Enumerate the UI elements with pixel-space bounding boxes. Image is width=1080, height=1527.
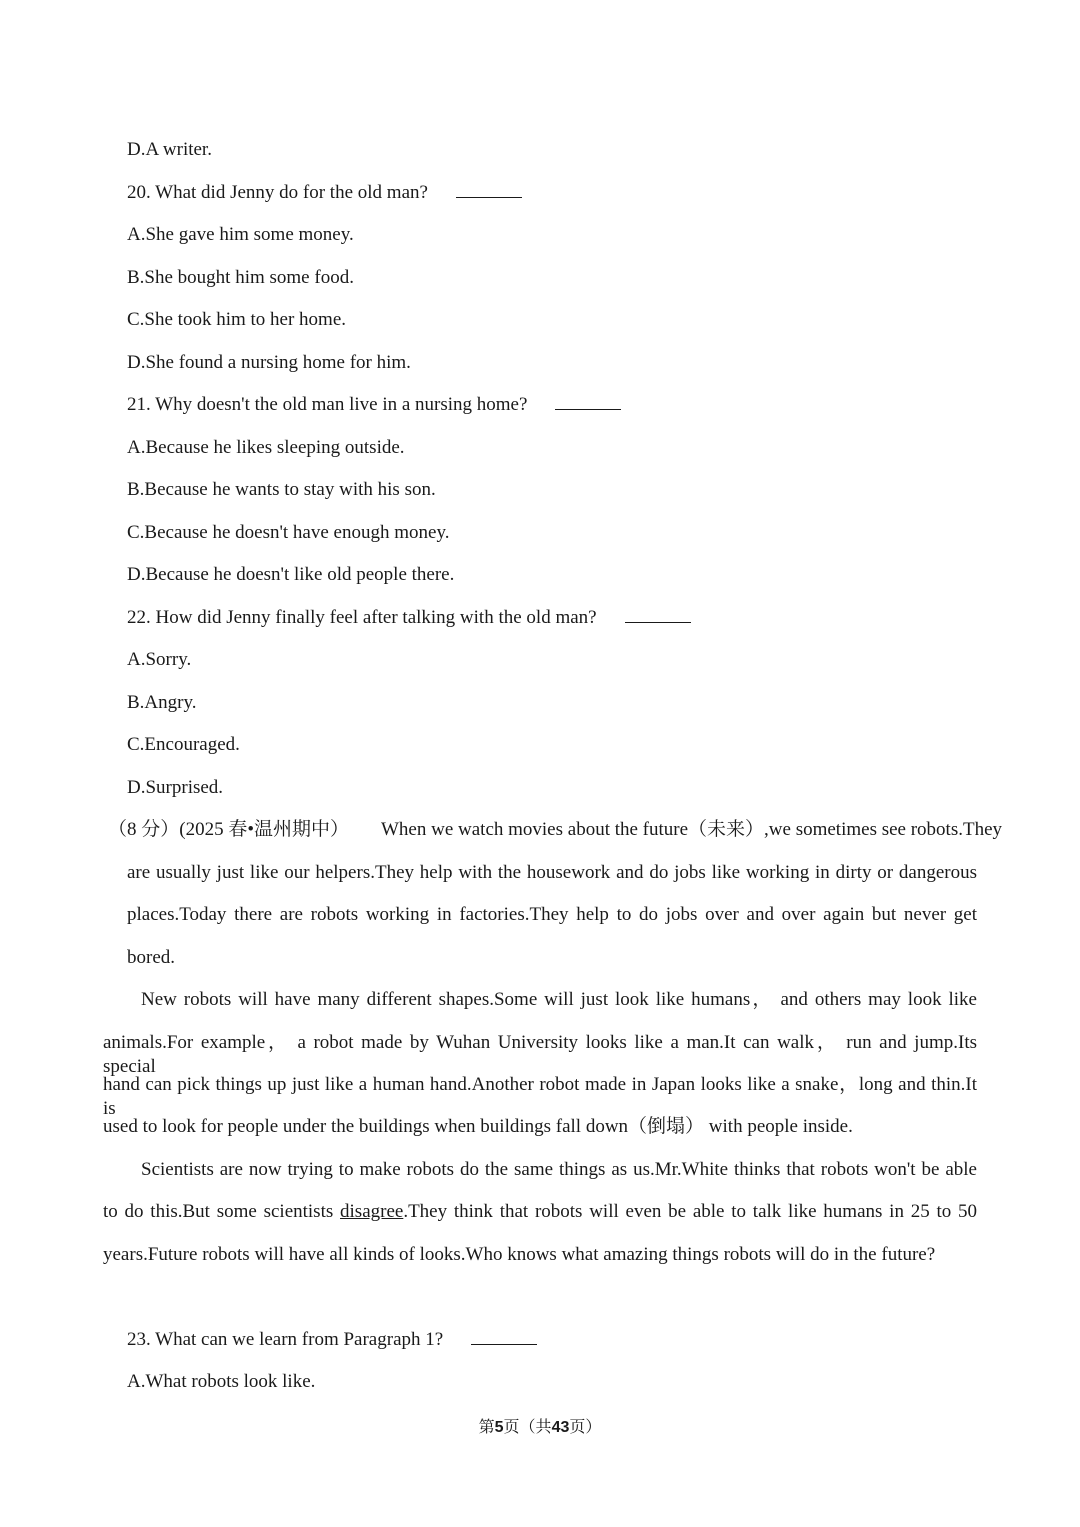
- passage-p1-line3: places.Today there are robots working in factories.They help to do jobs over and over again but never get: [127, 904, 977, 925]
- passage-p3-line1: Scientists are now trying to make robots do the same things as us.Mr.White thinks that robots won't be able: [141, 1159, 977, 1180]
- passage-p1-line2: are usually just like our helpers.They help with the housework and do jobs like working in dirty or dangerous: [127, 862, 977, 883]
- passage-first-line: [108, 818, 1002, 842]
- passage-p2-line1: New robots will have many different shapes.Some will just look like humans， and others may look like: [141, 989, 977, 1010]
- passage-p2-line3: hand can pick things up just like a human hand.Another robot made in Japan looks like a snake，long and thin.It is: [103, 1074, 977, 1119]
- footer-middle: 页（共: [503, 1417, 552, 1436]
- question-20: [127, 181, 522, 205]
- passage-p1-first: When we watch movies about the future（未来）,we sometimes see robots.They: [380, 819, 1003, 840]
- passage-p1-line4: bored.: [127, 947, 176, 968]
- page-footer: [0, 1415, 1080, 1440]
- question-20-text: 20. What did Jenny do for the old man?: [127, 182, 428, 203]
- option-c-q20: C.She took him to her home.: [127, 309, 347, 330]
- answer-blank-20[interactable]: [456, 181, 522, 198]
- footer-prefix: 第: [478, 1417, 495, 1436]
- footer-total-pages: 43: [551, 1419, 570, 1436]
- option-a-q21: A.Because he likes sleeping outside.: [127, 437, 405, 458]
- option-c-q21: C.Because he doesn't have enough money.: [127, 522, 450, 543]
- answer-blank-23[interactable]: [471, 1328, 537, 1345]
- passage-p3-line2-after: .They think that robots will even be able to talk like humans in 25 to 50: [403, 1201, 978, 1222]
- option-a-q22: A.Sorry.: [127, 649, 192, 670]
- option-c-q22: C.Encouraged.: [127, 734, 240, 755]
- option-b-q22: B.Angry.: [127, 692, 197, 713]
- option-a-q20: A.She gave him some money.: [127, 224, 354, 245]
- option-b-q20: B.She bought him some food.: [127, 267, 354, 288]
- question-23-text: 23. What can we learn from Paragraph 1?: [127, 1329, 444, 1350]
- passage-p3-line2-before: to do this.But some scientists: [103, 1201, 334, 1222]
- question-22: [127, 606, 691, 630]
- passage-source: （8 分）(2025 春•温州期中）: [108, 819, 349, 840]
- question-22-text: 22. How did Jenny finally feel after talking with the old man?: [127, 607, 597, 628]
- option-b-q21: B.Because he wants to stay with his son.: [127, 479, 436, 500]
- passage-p3-line2: [103, 1200, 977, 1224]
- answer-blank-22[interactable]: [625, 606, 691, 623]
- footer-suffix: 页）: [569, 1417, 602, 1436]
- passage-p3-line3: years.Future robots will have all kinds of looks.Who knows what amazing things robots will do in the future?: [103, 1244, 936, 1265]
- passage-p2-line4: used to look for people under the buildings when buildings fall down（倒塌） with people inside.: [103, 1116, 853, 1137]
- footer-page-number: 5: [494, 1419, 504, 1436]
- option-d-q20: D.She found a nursing home for him.: [127, 352, 411, 373]
- option-d-q21: D.Because he doesn't like old people there.: [127, 564, 455, 585]
- option-d-q19: D.A writer.: [127, 139, 212, 160]
- option-d-q22: D.Surprised.: [127, 777, 224, 798]
- question-23: [127, 1328, 537, 1352]
- answer-blank-21[interactable]: [555, 393, 621, 410]
- option-a-q23: A.What robots look like.: [127, 1371, 316, 1392]
- question-21-text: 21. Why doesn't the old man live in a nursing home?: [127, 394, 528, 415]
- question-21: [127, 393, 621, 417]
- passage-p2-line2: animals.For example， a robot made by Wuhan University looks like a man.It can walk， run and jump.Its special: [103, 1032, 977, 1077]
- underlined-word-disagree: disagree: [340, 1201, 404, 1222]
